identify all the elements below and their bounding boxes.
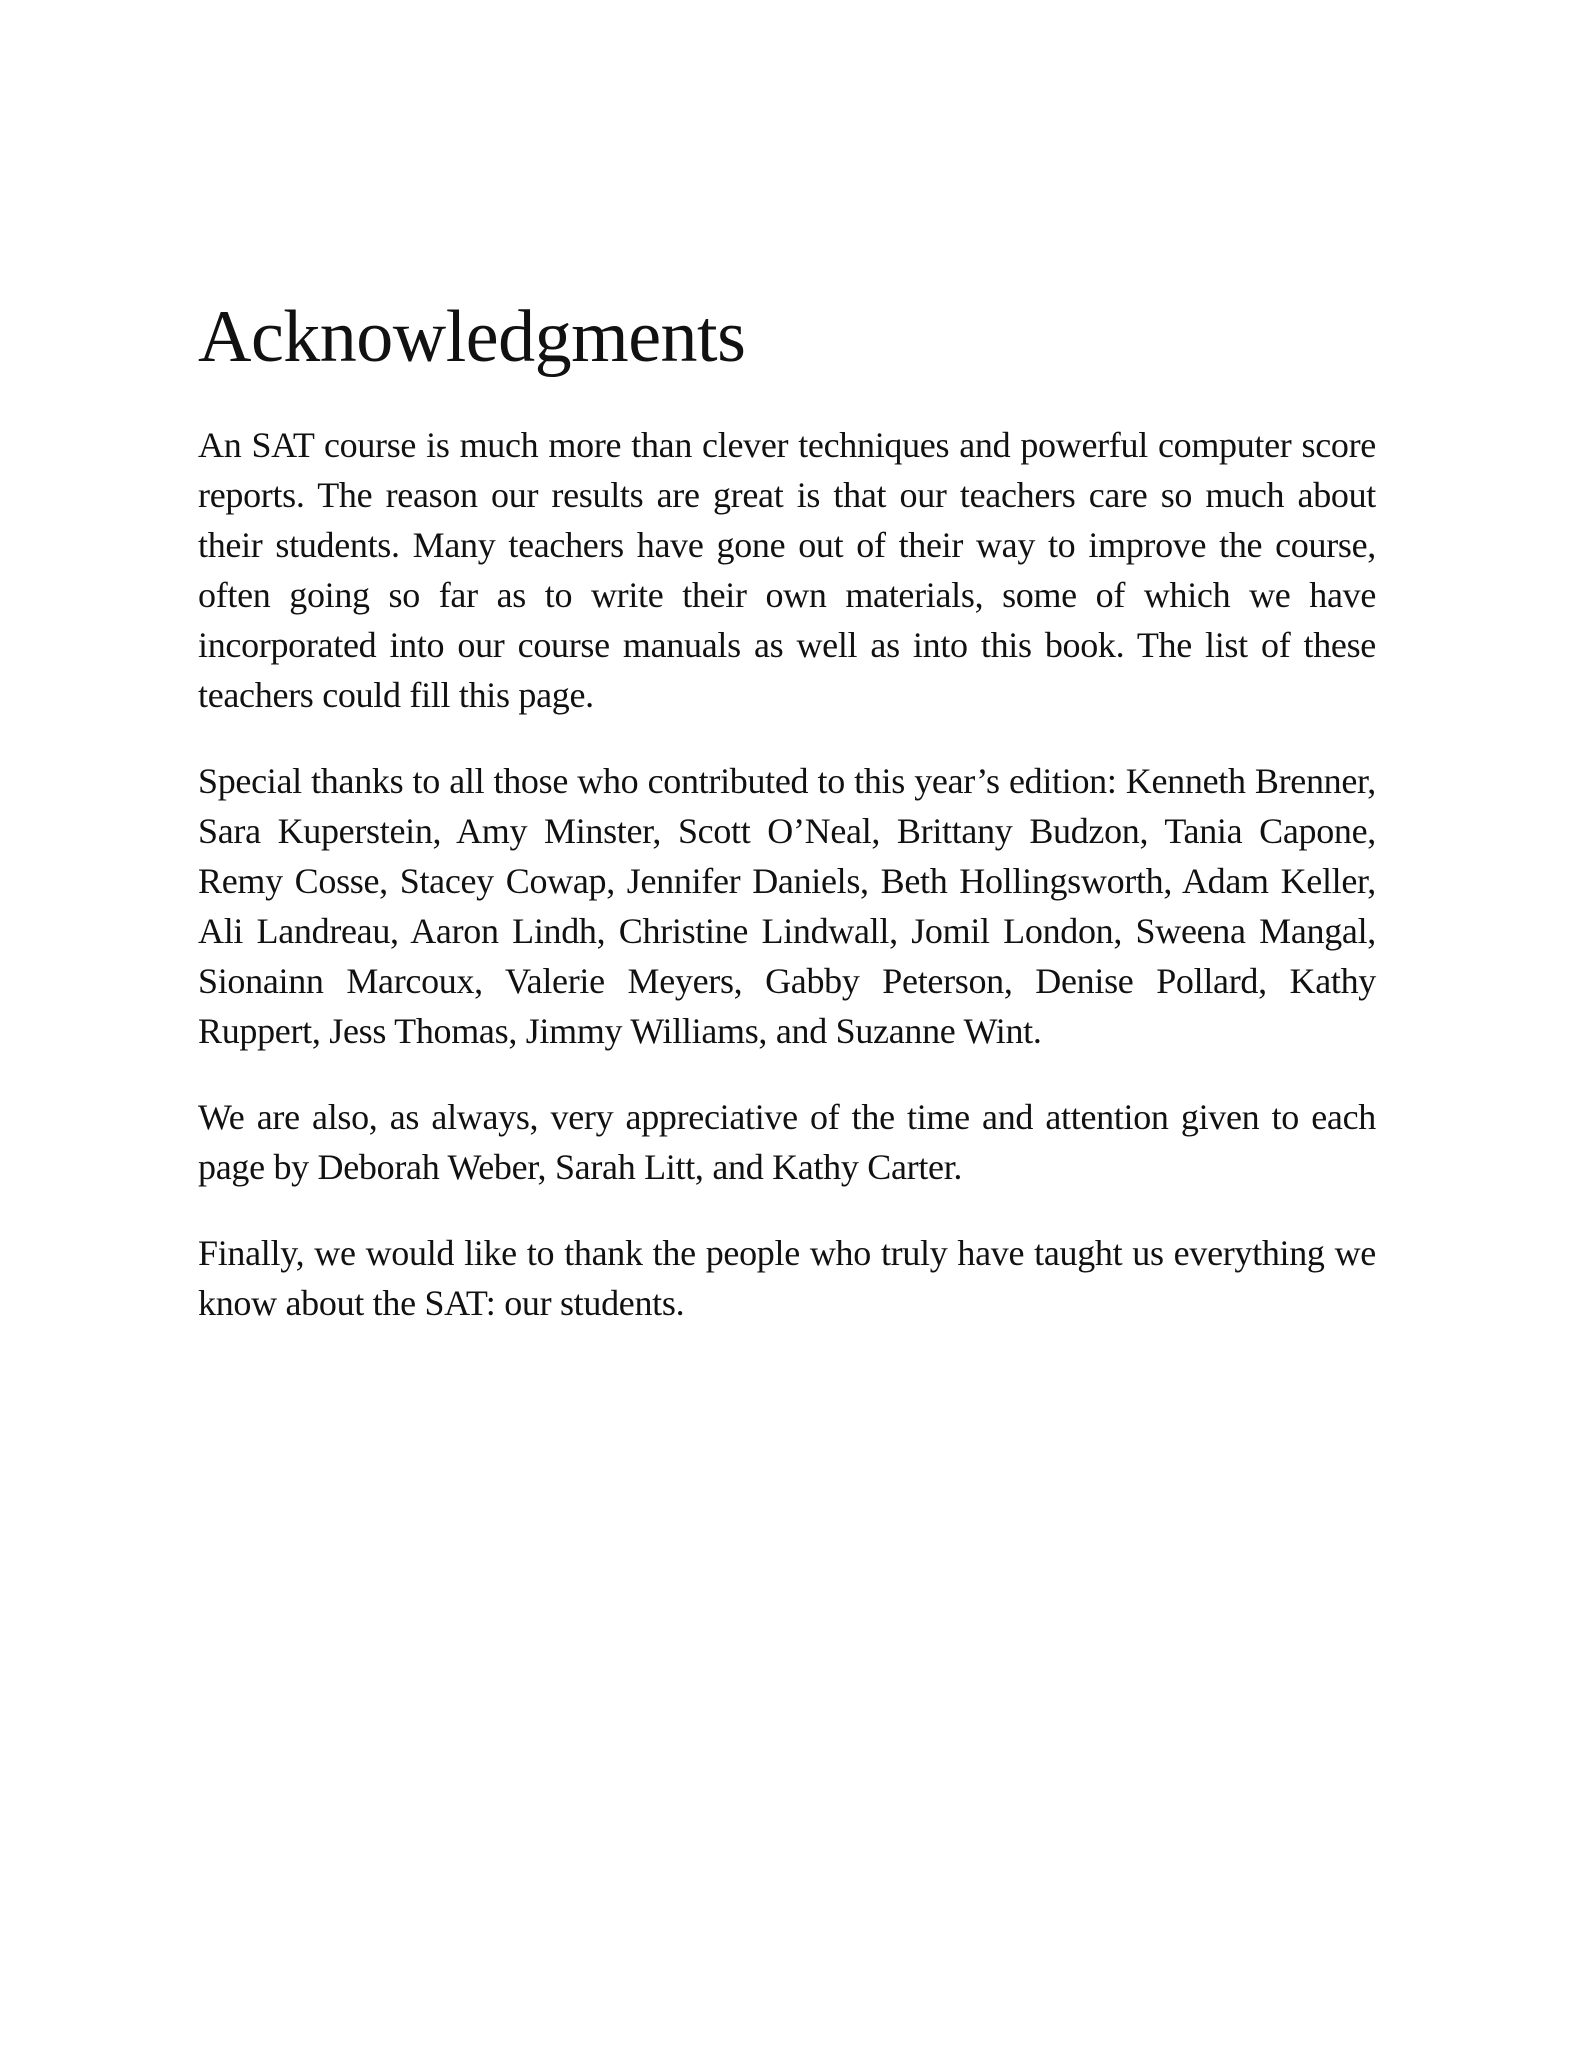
paragraph-students: Finally, we would like to thank the people who truly have taught us everything we know about the SAT: our students.	[198, 1233, 1376, 1323]
document-page	[198, 0, 1376, 1364]
paragraph-appreciation: We are also, as always, very appreciative of the time and attention given to each page by Deborah Weber, Sarah Litt, and Kathy Carter.	[198, 1097, 1376, 1187]
paragraph-contributors: Special thanks to all those who contributed to this year’s edition: Kenneth Brenner, Sara Kuperstein, Amy Minster, Scott O’Neal, Brittany Budzon, Tania Capone, Remy Cosse, Stacey Cowap, Jennifer Daniels, Beth Hollingsworth, Adam Keller, Ali Landreau, Aaron Lindh, Christine Lindwall, Jomil London, Sweena Mangal, Sionainn Marcoux, Valerie Meyers, Gabby Peterson, Denise Pollard, Kathy Ruppert, Jess Thomas, Jimmy Williams, and Suzanne Wint.	[198, 761, 1376, 1051]
acknowledgments-body	[198, 420, 1376, 1328]
paragraph-intro: An SAT course is much more than clever techniques and powerful computer score reports. The reason our results are great is that our teachers care so much about their students. Many teachers have gone out of their way to improve the course, often going so far as to write their own materials, some of which we have incorporated into our course manuals as well as into this book. The list of these teachers could fill this page.	[198, 425, 1376, 715]
page-title: Acknowledgments	[198, 296, 746, 378]
